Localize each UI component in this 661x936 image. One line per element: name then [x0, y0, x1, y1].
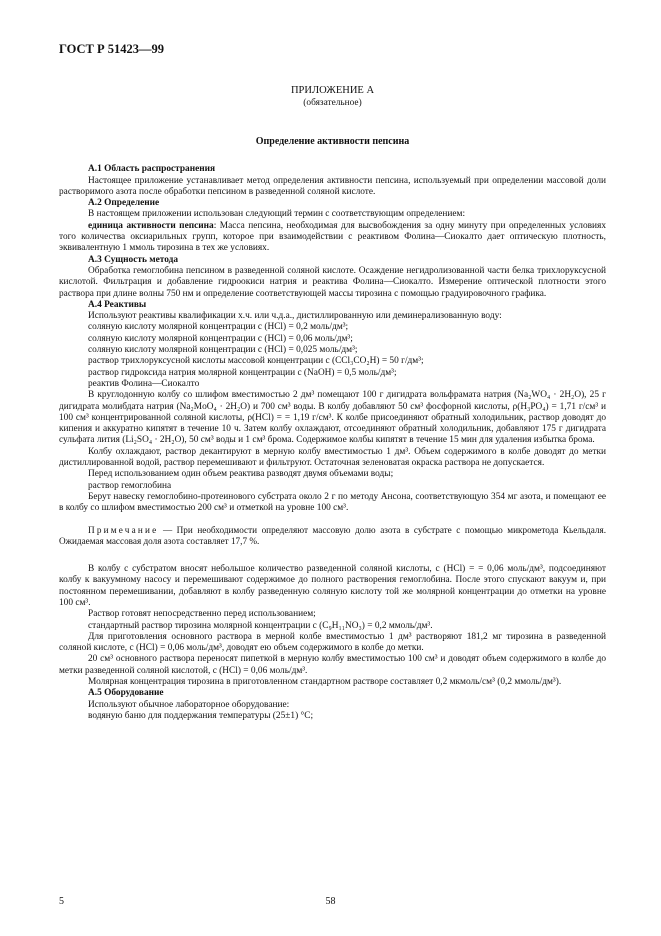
paragraph: Раствор готовят непосредственно перед использованием;: [88, 609, 316, 620]
reagent-item: раствор трихлоруксусной кислоты массовой концентрации c (CCl₃CO₂H) = 50 г/дм³;: [88, 356, 424, 367]
paragraph: водяную баню для поддержания температуры (25±1) °С;: [88, 710, 314, 721]
annex-status: (обязательное): [303, 98, 362, 108]
term-definition: [59, 221, 606, 255]
note: [59, 525, 606, 548]
subheading-hemoglobin: раствор гемоглобина: [88, 480, 172, 491]
paragraph: Колбу охлаждают, раствор декантируют в мерную колбу вместимостью 1 дм³. Объем содержимого в колбе доводят до метки дистиллированной водой, раствор перемешивают и фильтруют. Остаточная зеленоватая окраска раствора не допускается.: [59, 446, 606, 469]
section-a2-heading: А.2 Определение: [88, 198, 160, 209]
paragraph: Молярная концентрация тирозина в приготовленном стандартном растворе составляет 0,2 мкмоль/см³ (0,2 ммоль/дм³).: [88, 677, 562, 688]
note-label: Примечание: [88, 524, 159, 535]
term-name: единица активности пепсина: [88, 220, 214, 231]
term-definition-text: : Масса пепсина, необходимая для высвобождения за одну минуту при определенных условиях того количества оксиарильных групп, которое при взаимодействии с реактивом Фолина—Сиокалто дает оптическую плотность, эквивалентную 1 ммоль тирозина в тех же условиях.: [59, 220, 607, 254]
document-title: Определение активности пепсина: [255, 136, 410, 147]
paragraph: Перед использованием один объем реактива разводят двумя объемами воды;: [88, 469, 394, 480]
reagent-item: соляную кислоту молярной концентрации c (HCl) = 0,025 моль/дм³;: [88, 345, 358, 356]
section-a3-heading: А.3 Сущность метода: [88, 254, 179, 265]
note-text: — При необходимости определяют массовую долю азота в субстрате с помощью микрометода Кьельдаля. Ожидаемая массовая доля азота составляет 17,7 %.: [59, 524, 606, 546]
paragraph: стандартный раствор тирозина молярной концентрации c (C₉H₁₁NO₃) = 0,2 ммоль/дм³.: [88, 620, 433, 631]
reagent-item: соляную кислоту молярной концентрации c (HCl) = 0,2 моль/дм³;: [88, 322, 349, 333]
section-a5-heading: А.5 Оборудование: [88, 688, 164, 699]
paragraph: В круглодонную колбу со шлифом вместимостью 2 дм³ помещают 100 г дигидрата вольфрамата натрия (Na₂WO₄ · 2H₂O), 25 г дигидрата молибдата натрия (Na₂MoO₄ · 2H₂O) и 700 см³ воды. В колбу добавляют 50 см³ фосфорной кислоты, ρ(H₃PO₄) = 1,71 г/см³ и 100 см³ концентрированной соляной кислоты, ρ(HCl) = = 1,19 г/см³. К колбе присоединяют обратный холодильник, раствор доводят до кипения и аккуратно кипятят в течение 10 ч. Затем колбу охлаждают, отсоединяют обратный холодильник, добавляют 175 г дигидрата сульфата лития (Li₂SO₄ · 2H₂O), 50 см³ воды и 1 см³ брома. Содержимое колбы кипятят в течение 15 мин для удаления избытка брома.: [59, 390, 606, 446]
section-a1-heading: А.1 Область распространения: [88, 164, 216, 175]
reagent-item: соляную кислоту молярной концентрации c (HCl) = 0,06 моль/дм³;: [88, 333, 353, 344]
standard-code: ГОСТ Р 51423—99: [59, 42, 165, 56]
section-a3-text: Обработка гемоглобина пепсином в разведенной соляной кислоте. Осаждение негидролизованной части белка трихлоруксусной кислотой. Фильтрация и добавление гидроокиси натрия и реактива Фолина—Сиокалто. Измерение оптической плотности этого раствора при длине волны 750 нм и определение соответствующей массы тирозина с помощью градуировочного графика.: [59, 265, 606, 299]
annex-title: ПРИЛОЖЕНИЕ А: [290, 85, 375, 96]
paragraph: В колбу с субстратом вносят небольшое количество разведенной соляной кислоты, c (HCl) = = 0,06 моль/дм³, подсоединяют колбу к вакуумному насосу и перемешивают содержимое до полного растворения гемоглобина. После этого спускают вакуум и, при постоянном перемешивании, добавляют в колбу разведенную соляную кислоту той же молярной концентрации до отметки на уровне 100 см³.: [59, 564, 606, 608]
section-a2-intro: В настоящем приложении использован следующий термин с соответствующим определением:: [88, 209, 466, 220]
paragraph: 20 см³ основного раствора переносят пипеткой в мерную колбу вместимостью 100 см³ и доводят объем содержимого в колбе до метки разведенной соляной кислотой, c (HCl) = 0,06 моль/дм³.: [59, 654, 606, 676]
page-number-center: 58: [325, 896, 336, 907]
reagent-item: раствор гидроксида натрия молярной концентрации c (NaOH) = 0,5 моль/дм³;: [88, 367, 397, 378]
annex-content: [59, 84, 606, 722]
reagent-item: реактив Фолина—Сиокалто: [88, 378, 200, 389]
page-number-left: 5: [59, 896, 64, 907]
paragraph: Для приготовления основного раствора в мерной колбе вместимостью 1 дм³ растворяют 181,2 мг тирозина в разведенной соляной кислоте, c (HCl) = 0,06 моль/дм³, доводят ею объем содержимого в колбе до метки.: [59, 631, 606, 654]
section-a4-heading: А.4 Реактивы: [88, 299, 147, 310]
paragraph: Берут навеску гемоглобино-протеинового субстрата около 2 г по методу Ансона, соответствующую 354 мг азота, и помещают ее в колбу со шлифом вместимостью 200 см³ и отметкой на уровне 100 см³.: [59, 491, 606, 514]
paragraph: Используют обычное лабораторное оборудование:: [88, 699, 290, 710]
reagents-intro: Используют реактивы квалификации х.ч. или ч.д.а., дистиллированную или деминерализованную воду:: [88, 311, 502, 322]
section-a1-text: Настоящее приложение устанавливает метод определения активности пепсина, используемый при определении массовой доли растворимого азота после обработки пепсином в разведенной соляной кислоте.: [59, 175, 606, 197]
